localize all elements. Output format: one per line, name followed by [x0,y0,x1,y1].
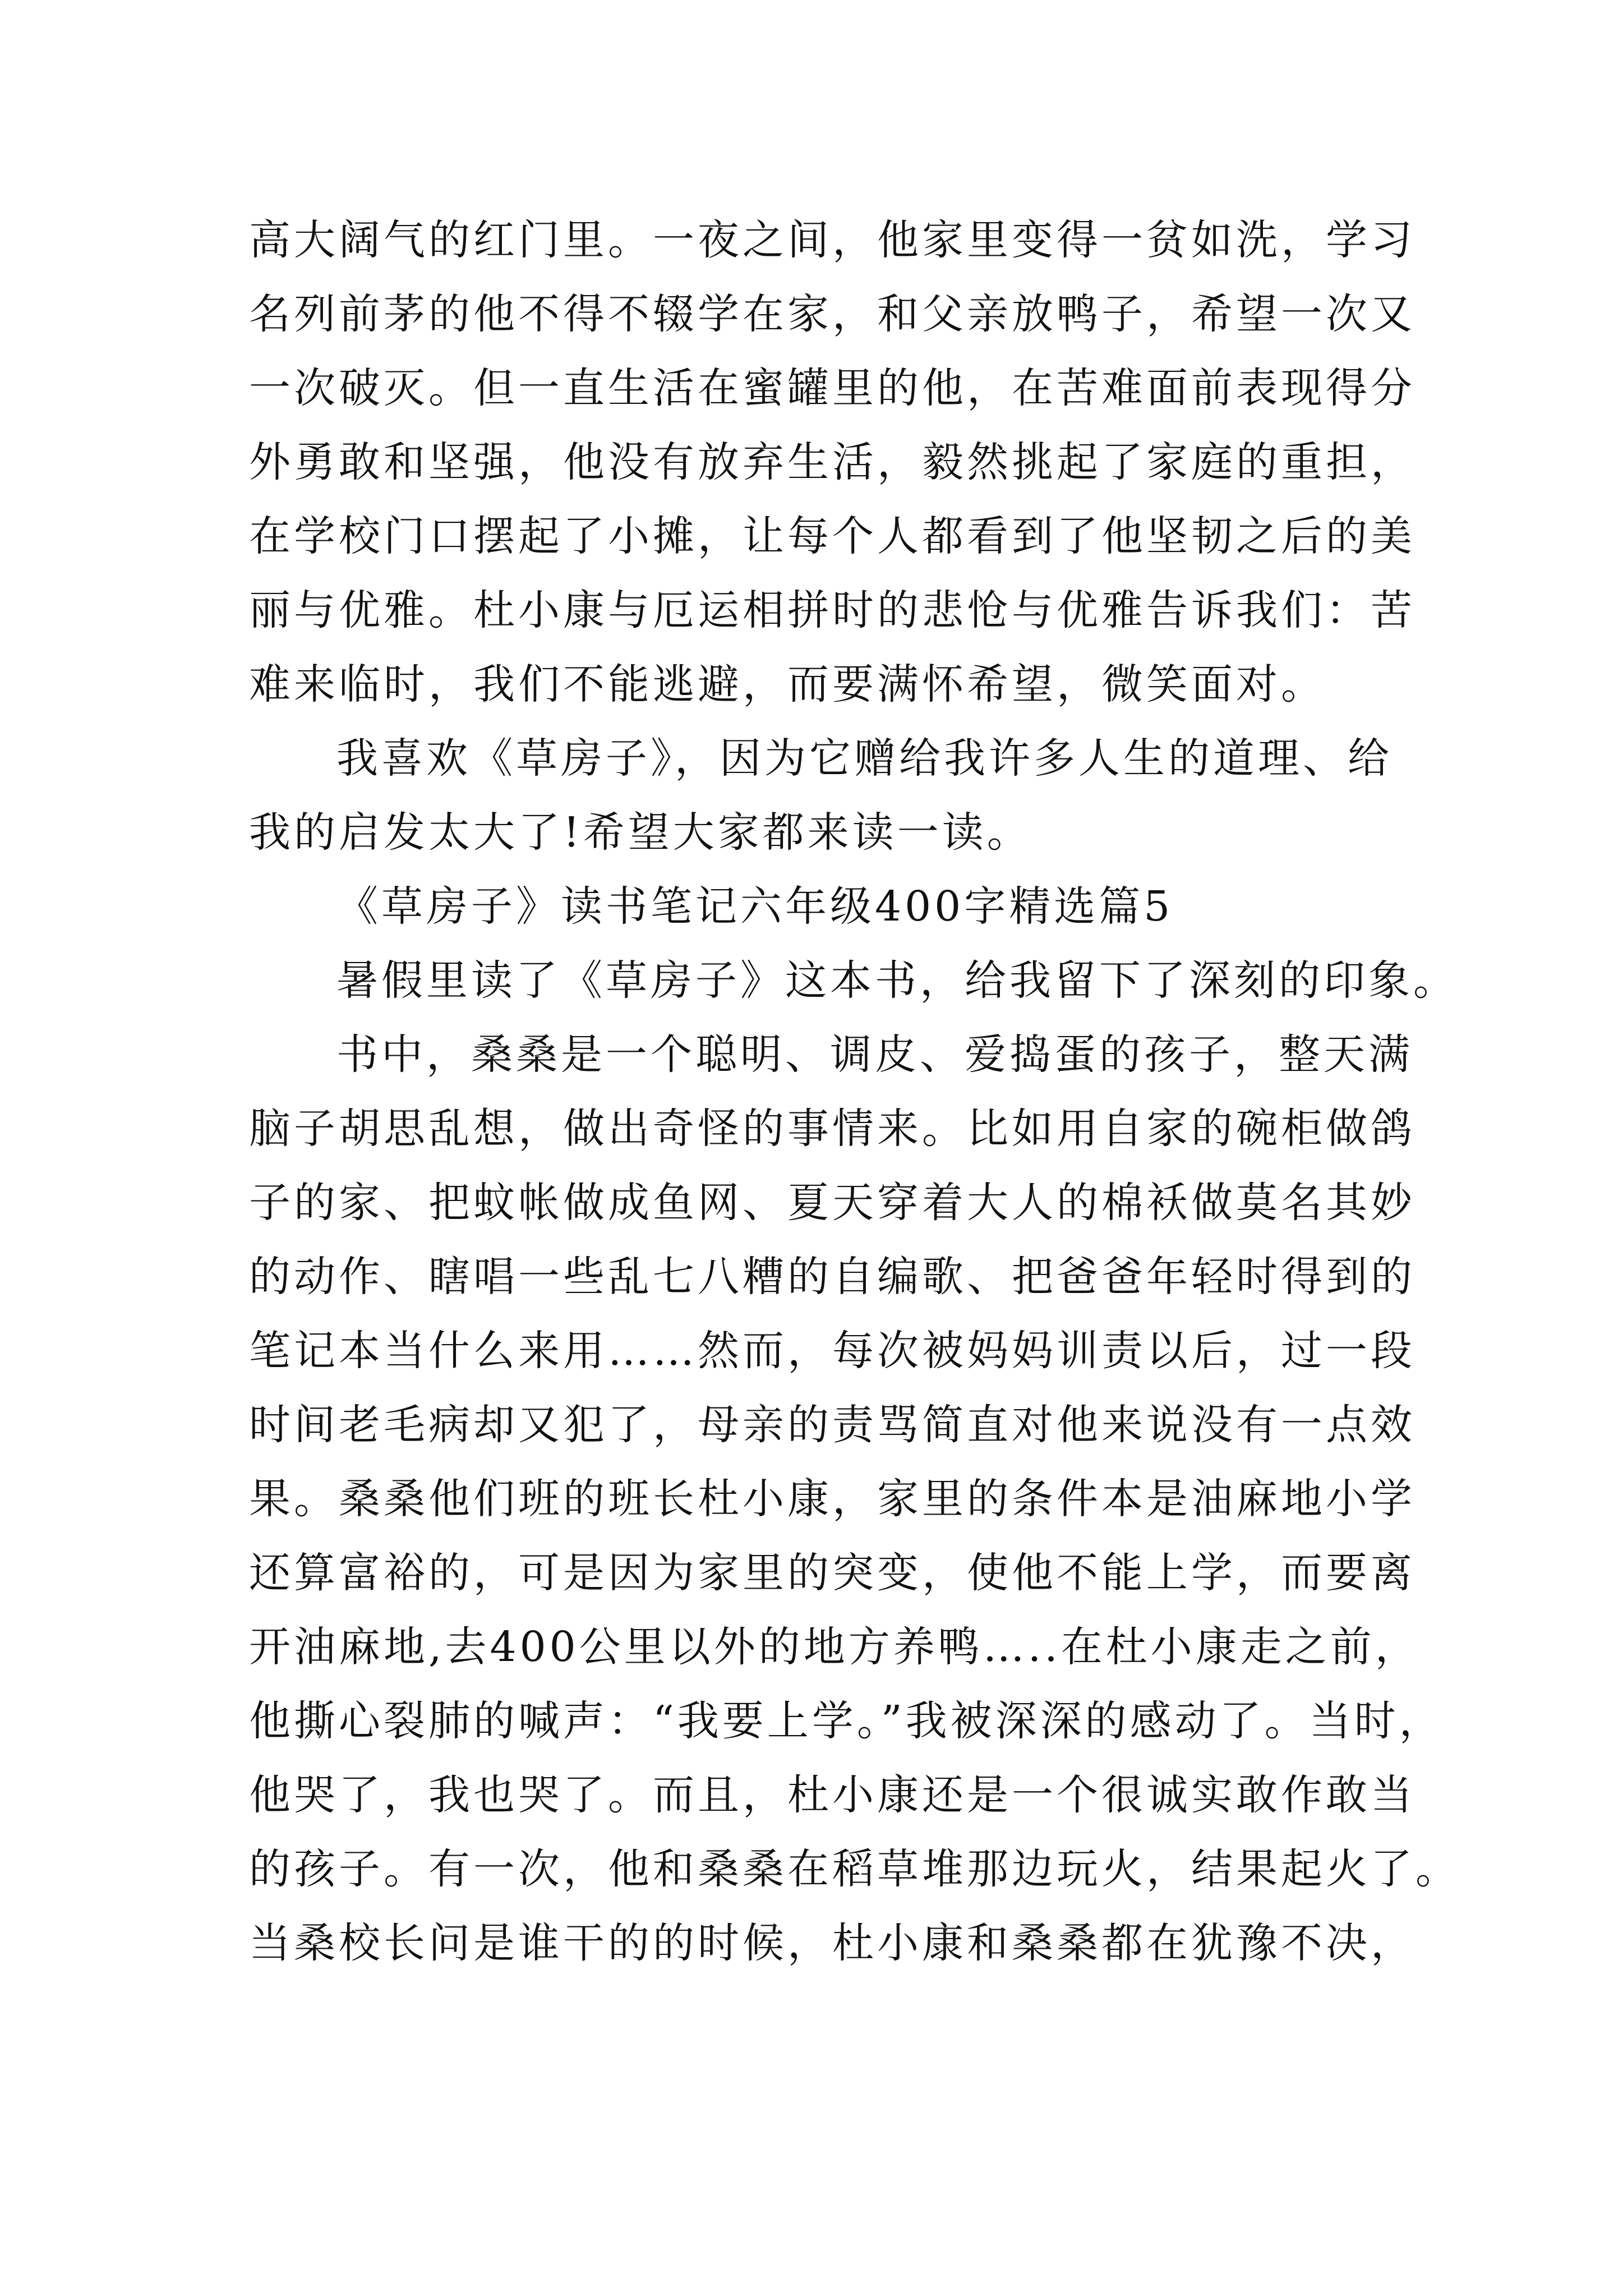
text-line-23: 的孩子。有一次，他和桑桑在稻草堆那边玩火，结果起火了。 [249,1845,1460,1893]
text-line-18: 果。桑桑他们班的班长杜小康，家里的条件本是油麻地小学 [249,1475,1415,1523]
text-line-22: 他哭了，我也哭了。而且，杜小康还是一个很诚实敢作敢当 [249,1771,1415,1819]
text-line-24: 当桑校长问是谁干的的时候，杜小康和桑桑都在犹豫不决， [249,1919,1415,1967]
text-line-5: 在学校门口摆起了小摊，让每个人都看到了他坚韧之后的美 [249,512,1415,560]
text-line-6: 丽与优雅。杜小康与厄运相拼时的悲怆与优雅告诉我们：苦 [249,586,1415,634]
text-line-11: 暑假里读了《草房子》这本书，给我留下了深刻的印象。 [336,956,1458,1005]
text-line-12: 书中，桑桑是一个聪明、调皮、爱捣蛋的孩子，整天满 [336,1030,1413,1079]
text-line-1: 高大阔气的红门里。一夜之间，他家里变得一贫如洗，学习 [249,216,1415,264]
text-line-3: 一次破灭。但一直生活在蜜罐里的他，在苦难面前表现得分 [249,364,1415,412]
text-line-20: 开油麻地,去400公里以外的地方养鸭…..在杜小康走之前， [249,1623,1420,1671]
text-line-17: 时间老毛病却又犯了，母亲的责骂简直对他来说没有一点效 [249,1401,1415,1449]
text-line-21: 他撕心裂肺的喊声：“我要上学。”我被深深的感动了。当时， [249,1697,1444,1745]
text-line-8: 我喜欢《草房子》，因为它赠给我许多人生的道理、给 [336,734,1393,783]
text-line-13: 脑子胡思乱想，做出奇怪的事情来。比如用自家的碗柜做鸽 [249,1105,1415,1153]
document-body [249,203,1460,1980]
text-line-9: 我的启发太大了!希望大家都来读一读。 [249,808,1032,857]
text-line-14: 子的家、把蚊帐做成鱼网、夏天穿着大人的棉袄做莫名其妙 [249,1179,1415,1227]
text-line-2: 名列前茅的他不得不辍学在家，和父亲放鸭子，希望一次又 [249,290,1415,338]
text-line-7: 难来临时，我们不能逃避，而要满怀希望，微笑面对。 [249,660,1326,708]
text-line-16: 笔记本当什么来用……然而，每次被妈妈训责以后，过一段 [249,1327,1415,1375]
text-line-4: 外勇敢和坚强，他没有放弃生活，毅然挑起了家庭的重担， [249,438,1415,486]
text-line-19: 还算富裕的，可是因为家里的突变，使他不能上学，而要离 [249,1549,1415,1597]
section-heading: 《草房子》读书笔记六年级400字精选篇5 [336,882,1174,931]
text-line-15: 的动作、瞎唱一些乱七八糟的自编歌、把爸爸年轻时得到的 [249,1253,1415,1301]
